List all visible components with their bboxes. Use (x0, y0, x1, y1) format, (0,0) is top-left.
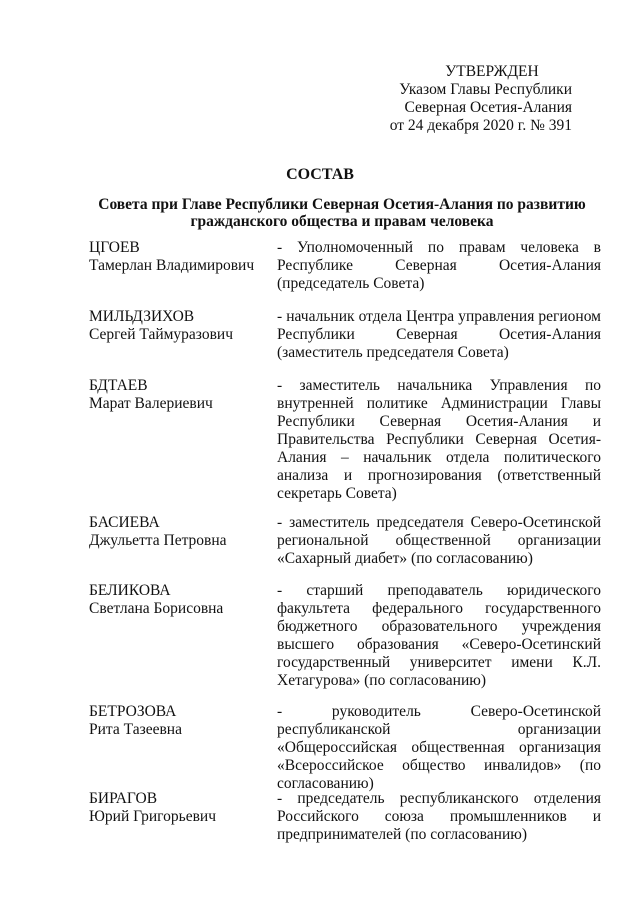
member-name (89, 514, 274, 550)
member-role: - заместитель начальника Управления по внутренней политике Администрации Главы Республики Северная Осетия-Алания и Правительства Республики Северная Осетия-Алания – начальник отдела политического анализа и прогнозирования (ответственный секретарь Совета) (277, 377, 601, 502)
document-title: СОСТАВ (286, 166, 354, 183)
member-name (89, 703, 274, 739)
member-given-name: Светлана Борисовна (89, 600, 224, 617)
member-name (89, 790, 274, 826)
approval-line-2: Северная Осетия-Алания (404, 99, 572, 116)
member-given-name: Джульетта Петровна (89, 532, 227, 549)
member-name (89, 239, 274, 275)
approval-line-1: Указом Главы Республики (399, 81, 572, 98)
approval-block (372, 63, 572, 135)
member-role: - председатель республиканского отделения Российского союза промышленников и предпринимателей (по согласованию) (277, 790, 601, 843)
member-name (89, 308, 274, 344)
member-role: - заместитель председателя Северо-Осетинской региональной общественной организации «Сахарный диабет» (по согласованию) (277, 514, 601, 567)
member-role: - начальник отдела Центра управления регионом Республики Северная Осетия-Алания (заместитель председателя Совета) (277, 308, 601, 361)
approval-line-3: от 24 декабря 2020 г. № 391 (389, 117, 572, 134)
member-given-name: Марат Валериевич (89, 395, 213, 412)
member-given-name: Рита Тазеевна (89, 721, 182, 738)
member-given-name: Сергей Таймуразович (89, 326, 233, 343)
member-role: - Уполномоченный по правам человека в Республике Северная Осетия-Алания (председатель Совета) (277, 239, 601, 292)
member-role: - старший преподаватель юридического факультета федерального государственного бюджетного образовательного учреждения высшего образования «Северо-Осетинский государственный университет имени К.Л. Хетагурова» (по согласованию) (277, 582, 601, 689)
member-surname: БЕЛИКОВА (89, 582, 171, 599)
document-subtitle: Совета при Главе Республики Северная Осетия-Алания по развитию гражданского общества и правам человека (98, 196, 586, 230)
member-given-name: Тамерлан Владимирович (89, 257, 255, 274)
approval-heading: УТВЕРЖДЕН (445, 63, 539, 80)
member-surname: БАСИЕВА (89, 514, 160, 531)
member-surname: БИРАГОВ (89, 790, 158, 807)
member-surname: МИЛЬДЗИХОВ (89, 308, 195, 325)
member-surname: БДТАЕВ (89, 377, 148, 394)
member-name (89, 377, 274, 413)
member-surname: ЦГОЕВ (89, 239, 140, 256)
member-name (89, 582, 274, 618)
member-given-name: Юрий Григорьевич (89, 808, 217, 825)
member-surname: БЕТРОЗОВА (89, 703, 177, 720)
member-role: - руководитель Северо-Осетинской республиканской организации «Общероссийская общественная организация «Всероссийское общество инвалидов» (по согласованию) (277, 703, 601, 792)
